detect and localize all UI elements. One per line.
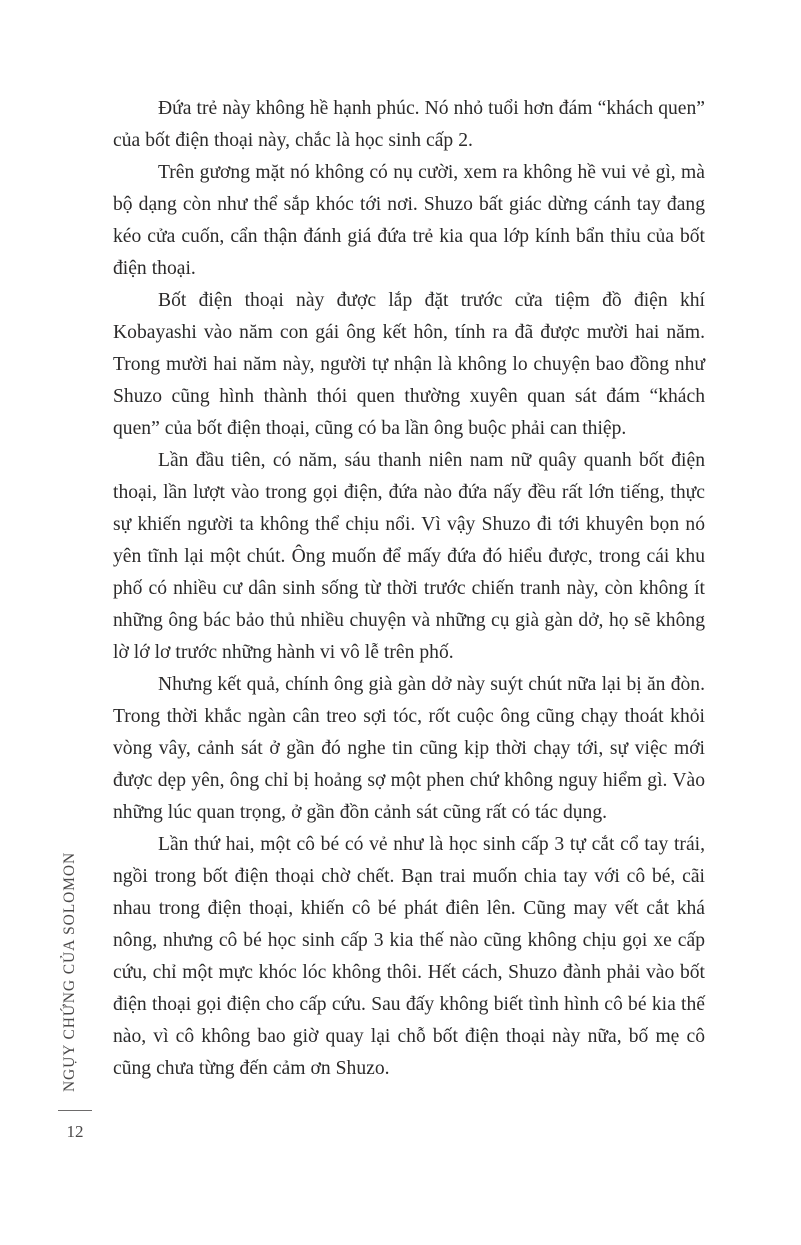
paragraph: Bốt điện thoại này được lắp đặt trước cửa tiệm đồ điện khí Kobayashi vào năm con gái ông kết hôn, tính ra đã được mười hai năm. Trong mười hai năm này, người tự nhận là không lo chuyện bao đồng như Shuzo cũng hình thành thói quen thường xuyên quan sát đám “khách quen” của bốt điện thoại, cũng có ba lần ông buộc phải can thiệp. (113, 290, 705, 439)
left-margin-block (0, 0, 113, 1245)
folio-divider-rule (58, 1110, 92, 1111)
paragraph: Lần thứ hai, một cô bé có vẻ như là học sinh cấp 3 tự cắt cổ tay trái, ngồi trong bốt điện thoại chờ chết. Bạn trai muốn chia tay với cô bé, cãi nhau trong điện thoại, khiến cô bé phát điên lên. Cũng may vết cắt khá nông, nhưng cô bé học sinh cấp 3 kia thế nào cũng không chịu gọi xe cấp cứu, chỉ một mực khóc lóc không thôi. Hết cách, Shuzo đành phải vào bốt điện thoại gọi điện cho cấp cứu. Sau đấy không biết tình hình cô bé kia thế nào, vì cô không bao giờ quay lại chỗ bốt điện thoại này nữa, bố mẹ cô cũng chưa từng đến cảm ơn Shuzo. (113, 834, 705, 1079)
body-text-column (113, 93, 705, 1085)
paragraph: Trên gương mặt nó không có nụ cười, xem ra không hề vui vẻ gì, mà bộ dạng còn như thể sắp khóc tới nơi. Shuzo bất giác dừng cánh tay đang kéo cửa cuốn, cẩn thận đánh giá đứa trẻ kia qua lớp kính bẩn thỉu của bốt điện thoại. (113, 162, 705, 279)
page-number: 12 (66, 1122, 84, 1141)
paragraph: Nhưng kết quả, chính ông già gàn dở này suýt chút nữa lại bị ăn đòn. Trong thời khắc ngàn cân treo sợi tóc, rốt cuộc ông cũng chạy thoát khỏi vòng vây, cảnh sát ở gần đó nghe tin cũng kịp thời chạy tới, sự việc mới được dẹp yên, ông chỉ bị hoảng sợ một phen chứ không nguy hiểm gì. Vào những lúc quan trọng, ở gần đồn cảnh sát cũng rất có tác dụng. (113, 674, 705, 823)
running-head: NGỤY CHỨNG CỦA SOLOMON (61, 851, 78, 1093)
paragraph: Lần đầu tiên, có năm, sáu thanh niên nam nữ quây quanh bốt điện thoại, lần lượt vào trong gọi điện, đứa nào đứa nấy đều rất lớn tiếng, thực sự khiến người ta không thể chịu nổi. Vì vậy Shuzo đi tới khuyên bọn nó yên tĩnh lại một chút. Ông muốn để mấy đứa đó hiểu được, trong cái khu phố có nhiều cư dân sinh sống từ thời trước chiến tranh này, còn không ít những ông bác bảo thủ nhiều chuyện và những cụ già gàn dở, họ sẽ không lờ lớ lơ trước những hành vi vô lễ trên phố. (113, 450, 705, 663)
paragraph: Đứa trẻ này không hề hạnh phúc. Nó nhỏ tuổi hơn đám “khách quen” của bốt điện thoại này, chắc là học sinh cấp 2. (113, 98, 705, 151)
